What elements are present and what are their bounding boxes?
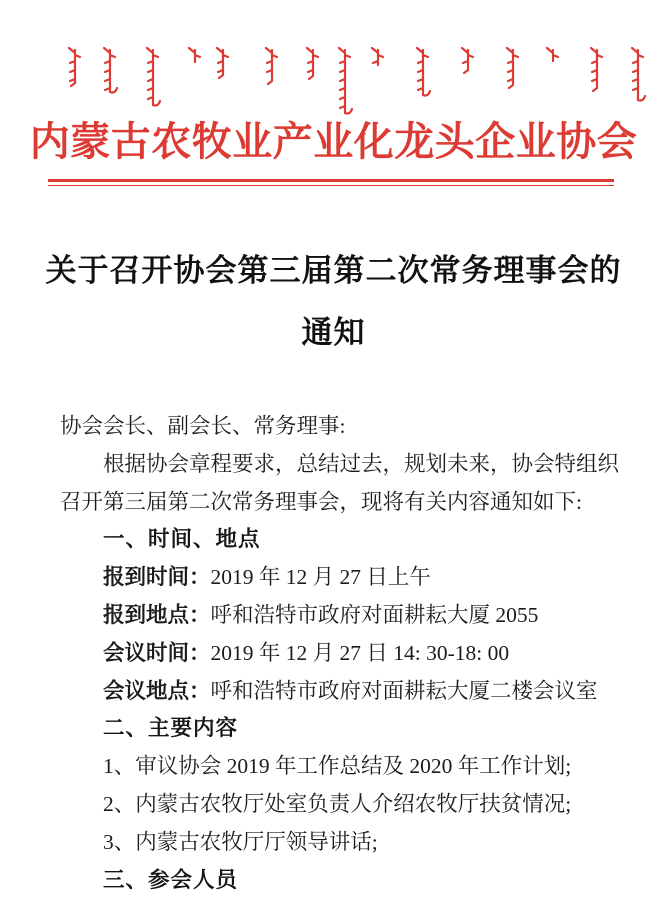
section-2-heading: 二、主要内容 — [103, 716, 239, 741]
agenda-item-3: 3、内蒙古农牧厅厅领导讲话; — [103, 829, 378, 854]
detail-row-checkin-place — [60, 597, 623, 635]
detail-label: 报到时间： — [103, 565, 211, 590]
agenda-item-1: 1、审议协会 2019 年工作总结及 2020 年工作计划; — [103, 754, 572, 779]
section-3-heading: 三、参会人员 — [103, 867, 239, 892]
detail-label: 报到地点： — [103, 602, 211, 627]
detail-label: 会议地点： — [103, 678, 211, 703]
intro-paragraph-line-2: 召开第三届第二次常务理事会，现将有关内容通知如下: — [60, 489, 582, 514]
letterhead — [0, 0, 667, 190]
agenda-item-2: 2、内蒙古农牧厅处室负责人介绍农牧厅扶贫情况; — [103, 791, 572, 816]
document-title-line-2: 通知 — [301, 315, 366, 350]
detail-value: 呼和浩特市政府对面耕耘大厦 2055 — [210, 602, 539, 627]
detail-value: 呼和浩特市政府对面耕耘大厦二楼会议室 — [210, 678, 598, 703]
detail-row-checkin-time — [60, 559, 623, 597]
document-body — [60, 408, 623, 899]
detail-row-meeting-time — [60, 635, 623, 673]
detail-value: 2019 年 12 月 27 日上午 — [210, 565, 431, 590]
section-1-heading: 一、时间、地点 — [103, 527, 261, 552]
detail-label: 会议时间： — [103, 640, 211, 665]
detail-row-meeting-place — [60, 673, 623, 711]
detail-value: 2019 年 12 月 27 日 14: 30-18: 00 — [210, 640, 510, 665]
organization-name: 内蒙古农牧业产业化龙头企业协会 — [29, 119, 638, 164]
salutation: 协会会长、副会长、常务理事: — [60, 414, 346, 438]
double-red-rule — [48, 179, 614, 182]
document-title-line-1: 关于召开协会第三届第二次常务理事会的 — [45, 253, 622, 288]
intro-paragraph-line-1: 根据协会章程要求，总结过去，规划未来，协会特组织 — [103, 451, 620, 476]
document-title — [0, 240, 667, 364]
